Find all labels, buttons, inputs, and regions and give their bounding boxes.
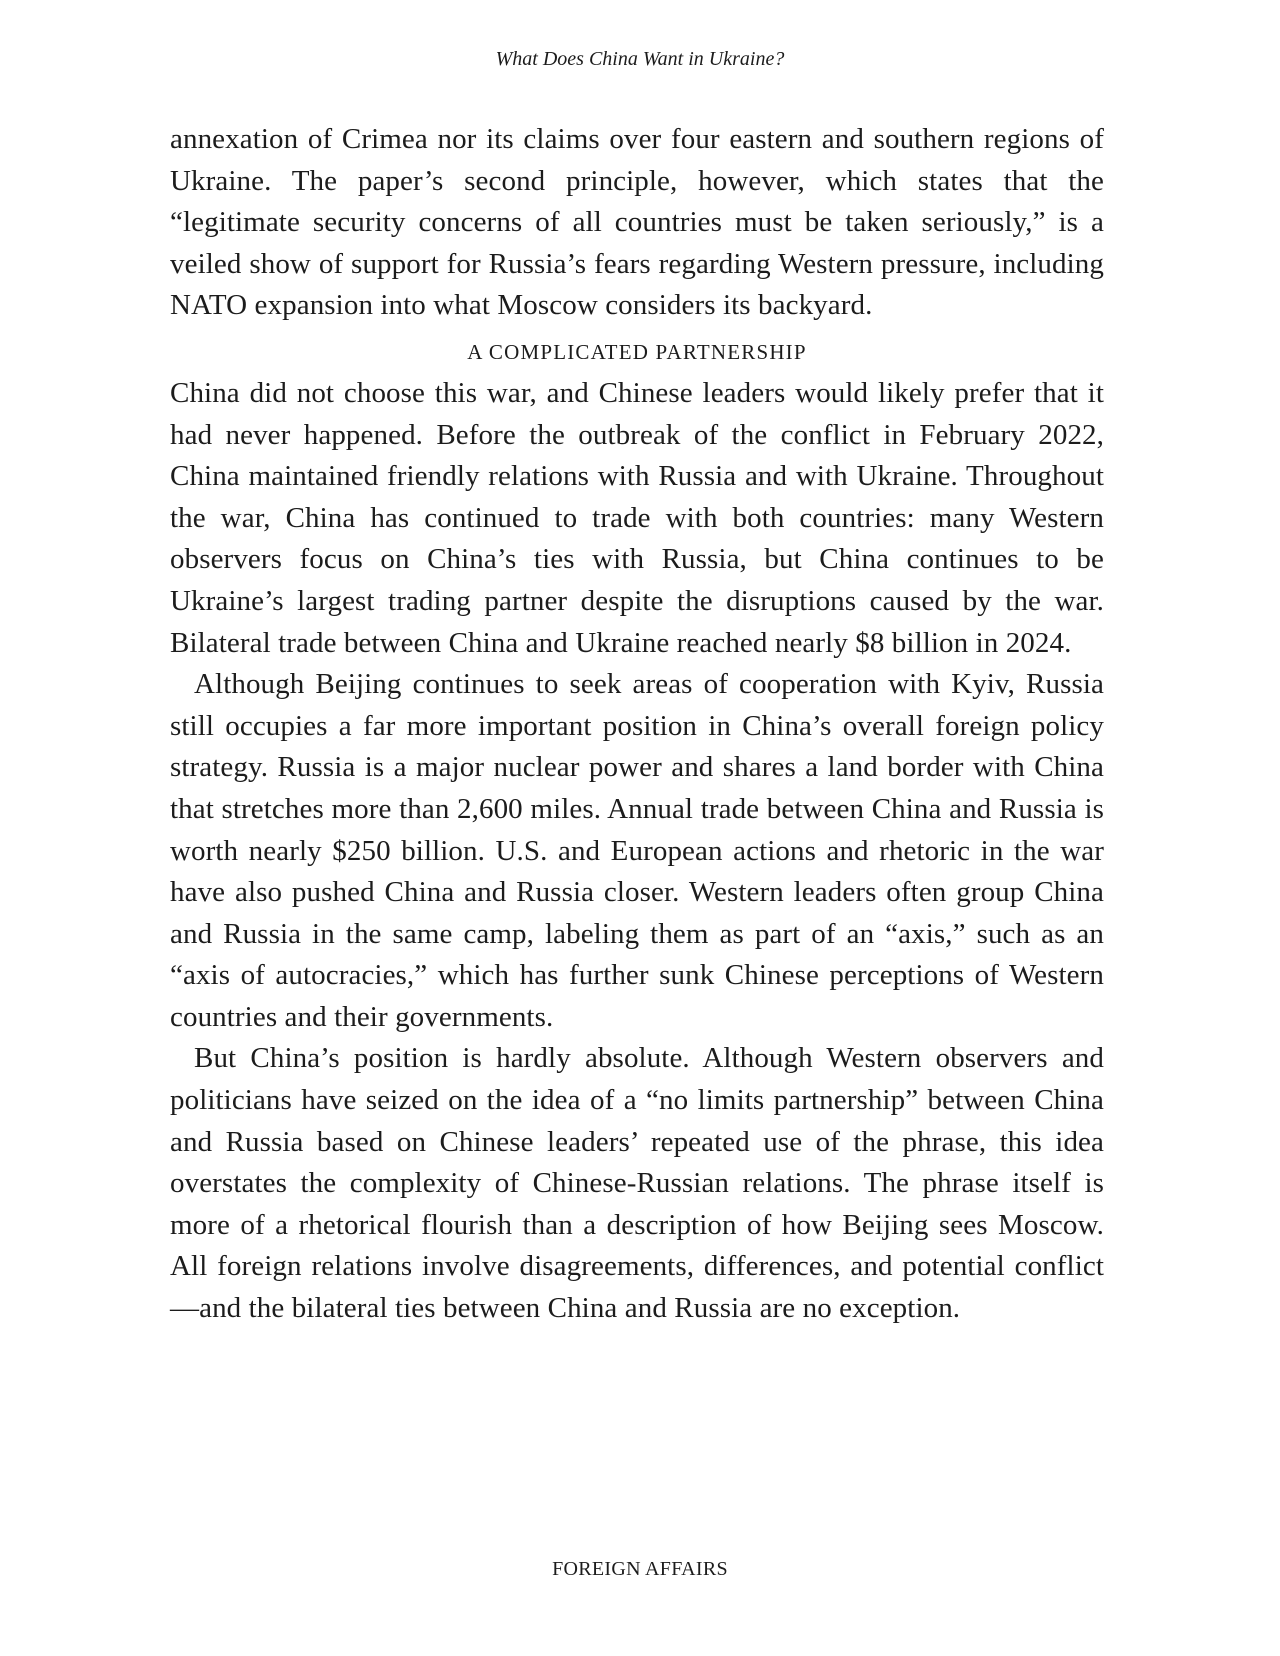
footer-publication-name: FOREIGN AFFAIRS xyxy=(552,1558,728,1580)
running-head-title: What Does China Want in Ukraine? xyxy=(495,48,785,70)
article-body xyxy=(170,119,1104,1330)
section-heading: A COMPLICATED PARTNERSHIP xyxy=(467,339,807,364)
body-paragraph-1: China did not choose this war, and Chinese leaders would likely prefer that it had never happened. Before the outbreak of the conflict in February 2022, China maintained friendly relations with Russia and with Ukraine. Throughout the war, China has continued to trade with both countries: many Western observers focus on China’s ties with Russia, but China continues to be Ukraine’s largest trading partner despite the disruptions caused by the war. Bilateral trade between China and Ukraine reached nearly $8 billion in 2024. xyxy=(170,376,1104,659)
body-paragraph-2: Although Beijing continues to seek areas of cooperation with Kyiv, Russia still occupies a far more important position in China’s overall foreign policy strategy. Russia is a major nuclear power and shares a land border with China that stretches more than 2,600 miles. Annual trade between China and Russia is worth nearly $250 billion. U.S. and European actions and rhetoric in the war have also pushed China and Russia closer. Western leaders often group China and Russia in the same camp, labeling them as part of an “axis,” such as an “axis of autocracies,” which has further sunk Chinese perceptions of Western countries and their governments. xyxy=(170,668,1104,1033)
continuation-paragraph: annexation of Crimea nor its claims over four eastern and southern regions of Ukraine. The paper’s second principle, however, which states that the “legitimate security concerns of all countries must be taken seriously,” is a veiled show of support for Russia’s fears regarding Western pressure, including NATO expansion into what Moscow considers its backyard. xyxy=(170,123,1104,322)
body-paragraph-3: But China’s position is hardly absolute. Although Western observers and politicians have seized on the idea of a “no limits partnership” between China and Russia based on Chinese leaders’ repeated use of the phrase, this idea overstates the complexity of Chinese-Russian relations. The phrase itself is more of a rhetorical flourish than a description of how Beijing sees Moscow. All foreign relations involve disagreements, differences, and potential conflict—and the bilateral ties between China and Russia are no exception. xyxy=(170,1042,1104,1325)
